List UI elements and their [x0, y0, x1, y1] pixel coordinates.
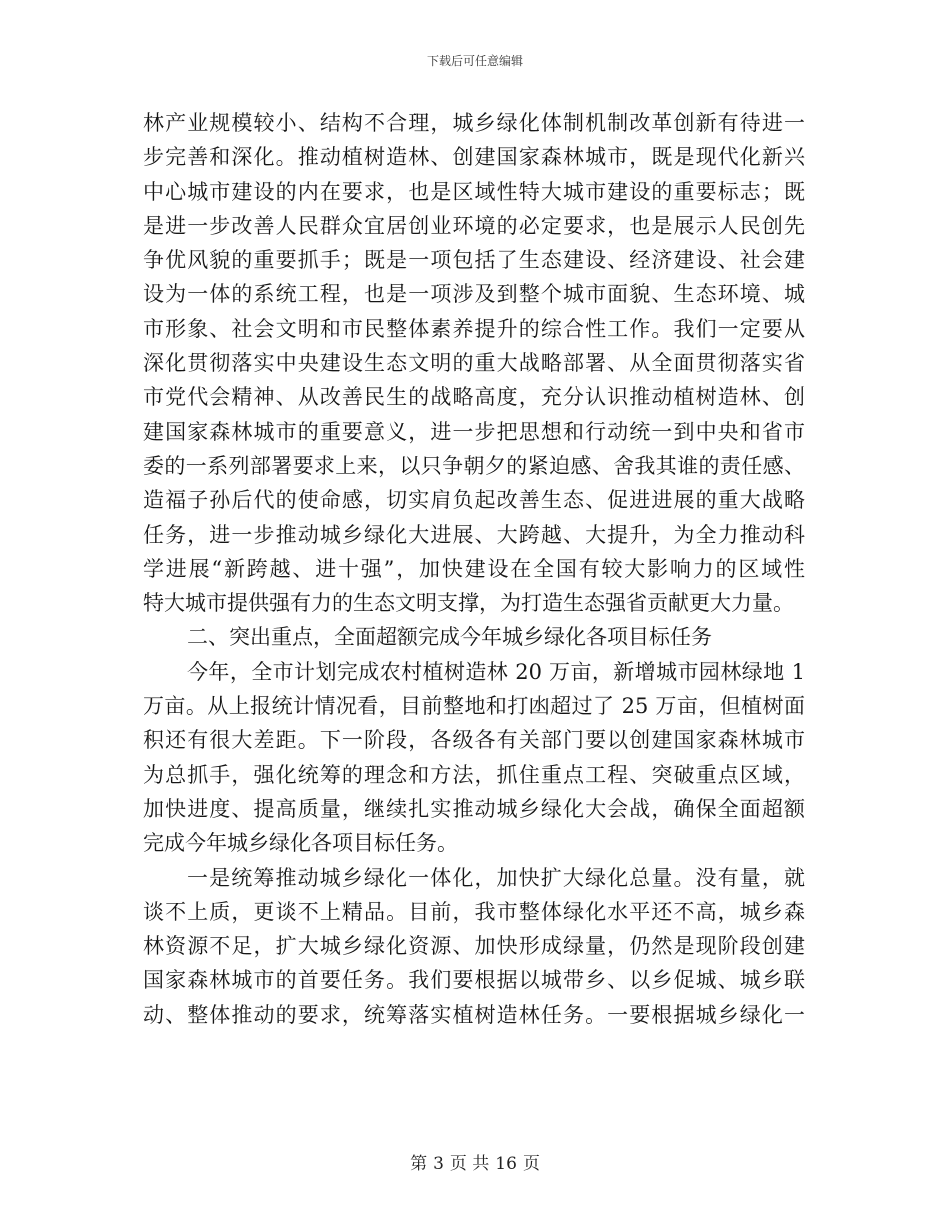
text-line: 林资源不足，扩大城乡绿化资源、加快形成绿量，仍然是现阶段创建	[143, 934, 805, 959]
text-line: 为总抓手，强化统筹的理念和方法，抓住重点工程、突破重点区域，	[143, 762, 805, 787]
text-line: 国家森林城市的首要任务。我们要根据以城带乡、以乡促城、城乡联	[143, 968, 805, 993]
text-line: 深化贯彻落实中央建设生态文明的重大战略部署、从全面贯彻落实省	[143, 351, 805, 376]
text-line: 今年，全市计划完成农村植树造林 20 万亩，新增城市园林绿地 1	[187, 659, 805, 684]
text-line: 特大城市提供强有力的生态文明支撑，为打造生态强省贡献更大力量。	[143, 591, 794, 616]
text-line: 市形象、社会文明和市民整体素养提升的综合性工作。我们一定要从	[143, 316, 805, 341]
text-line: 万亩。从上报统计情况看，目前整地和打凼超过了 25 万亩，但植树面	[143, 694, 805, 719]
text-line: 建国家森林城市的重要意义，进一步把思想和行动统一到中央和省市	[143, 419, 805, 444]
text-line: 是进一步改善人民群众宜居创业环境的必定要求，也是展示人民创先	[143, 213, 805, 238]
text-line: 市党代会精神、从改善民生的战略高度，充分认识推动植树造林、创	[143, 385, 805, 410]
page-header-note: 下载后可任意编辑	[426, 54, 523, 68]
text-line: 设为一体的系统工程，也是一项涉及到整个城市面貌、生态环境、城	[143, 282, 805, 307]
text-line: 中心城市建设的内在要求，也是区域性特大城市建设的重要标志；既	[143, 179, 805, 204]
section-heading: 二、突出重点，全面超额完成今年城乡绿化各项目标任务	[187, 625, 712, 650]
text-line: 任务，进一步推动城乡绿化大进展、大跨越、大提升，为全力推动科	[143, 522, 805, 547]
text-line: 动、整体推动的要求，统筹落实植树造林任务。一要根据城乡绿化一	[143, 1002, 805, 1027]
page-total-number: 16	[495, 1154, 517, 1174]
text-line: 谈不上质，更谈不上精品。目前，我市整体绿化水平还不高，城乡森	[143, 899, 805, 924]
document-body	[143, 106, 805, 1032]
page-middle-text: 页 共	[449, 1154, 490, 1174]
text-line: 加快进度、提高质量，继续扎实推动城乡绿化大会战，确保全面超额	[143, 796, 805, 821]
text-line: 步完善和深化。推动植树造林、创建国家森林城市，既是现代化新兴	[143, 145, 805, 170]
text-line: 完成今年城乡绿化各项目标任务。	[143, 831, 458, 856]
text-line: 林产业规模较小、结构不合理，城乡绿化体制机制改革创新有待进一	[143, 111, 805, 135]
page-prefix: 第	[410, 1154, 428, 1174]
text-line: 争优风貌的重要抓手；既是一项包括了生态建设、经济建设、社会建	[143, 248, 805, 273]
text-line: 一是统筹推动城乡绿化一体化，加快扩大绿化总量。没有量，就	[187, 865, 805, 890]
text-line: 积还有很大差距。下一阶段，各级各有关部门要以创建国家森林城市	[143, 728, 805, 753]
text-line: 学进展“新跨越、进十强”，加快建设在全国有较大影响力的区域性	[143, 556, 805, 581]
page-current-number: 3	[433, 1154, 444, 1174]
text-line: 委的一系列部署要求上来，以只争朝夕的紧迫感、舍我其谁的责任感、	[143, 453, 805, 478]
text-line: 造福子孙后代的使命感，切实肩负起改善生态、促进进展的重大战略	[143, 488, 805, 513]
page-suffix: 页	[522, 1154, 540, 1174]
page-footer	[0, 1154, 950, 1174]
